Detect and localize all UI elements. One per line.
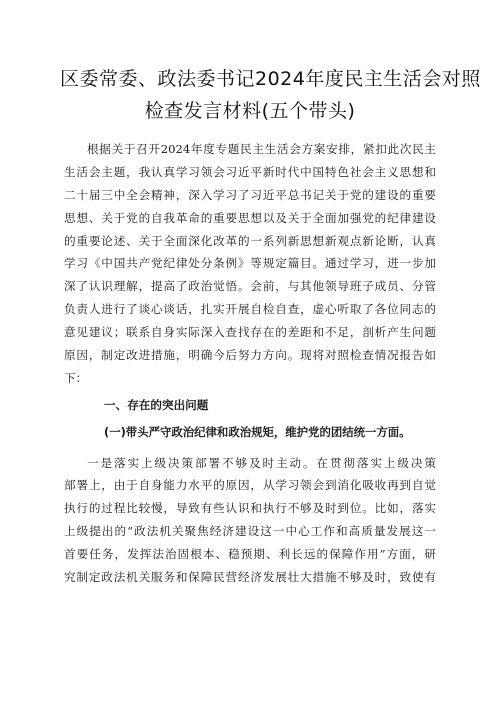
document-title-line-2: 检查发言材料(五个带头) <box>144 100 356 122</box>
intro-line: 二十届三中全会精神，深入学习了习近平总书记关于党的建设的重要 <box>64 187 436 202</box>
intro-line: 下： <box>64 370 88 385</box>
intro-line: 根据关于召开2024年度专题民主生活会方案安排，紧扣此次民主 <box>87 142 436 156</box>
document-body <box>64 138 436 589</box>
paragraph-line: 执行的过程比较慢，导致有些认识和执行不够及时到位。比如，落实 <box>64 501 436 516</box>
intro-line: 思想、关于党的自我革命的重要思想以及关于全面加强党的纪律建设 <box>64 210 436 225</box>
intro-line: 生活会主题，我认真学习领会习近平新时代中国特色社会主义思想和 <box>64 164 436 179</box>
intro-line: 负责人进行了谈心谈话，扎实开展自检自查，虚心听取了各位同志的 <box>64 302 436 317</box>
paragraph-line: 究制定政法机关服务和保障民营经济发展壮大措施不够及时，致使有 <box>64 570 436 585</box>
paragraph-line: 部署上，由于自身能力水平的原因，从学习领会到消化吸收再到自觉 <box>64 478 436 493</box>
intro-line: 深了认识理解，提高了政治觉悟。会前，与其他领导班子成员、分管 <box>64 279 436 294</box>
intro-line: 的重要论述、关于全面深化改革的一系列新思想新观点新论断，认真 <box>64 233 436 248</box>
intro-line: 原因，制定改进措施，明确今后努力方向。现将对照检查情况报告如 <box>64 348 436 363</box>
document-title-line-1: 区委常委、政法委书记2024年度民主生活会对照 <box>60 68 481 90</box>
paragraph-line: 上级提出的“政法机关聚焦经济建设这一中心工作和高质量发展这一 <box>64 524 436 539</box>
paragraph-line: 一是落实上级决策部署不够及时主动。在贯彻落实上级决策 <box>87 455 436 470</box>
section-heading: 一、存在的突出问题 <box>104 397 209 412</box>
intro-line: 意见建议；联系自身实际深入查找存在的差距和不足，剖析产生问题 <box>64 325 436 340</box>
intro-line: 学习《中国共产党纪律处分条例》等规定篇目。通过学习，进一步加 <box>64 256 436 271</box>
subsection-heading: (一)带头严守政治纪律和政治规矩，维护党的团结统一方面。 <box>104 424 411 439</box>
paragraph-line: 首要任务，发挥法治固根本、稳预期、利长远的保障作用”方面，研 <box>64 547 436 562</box>
